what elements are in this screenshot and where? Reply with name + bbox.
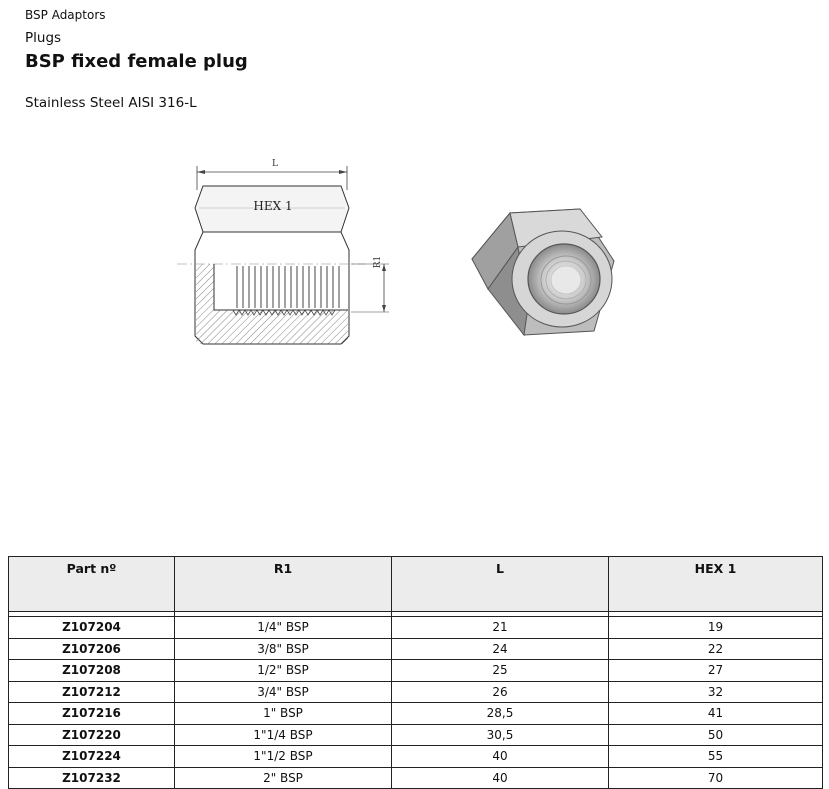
cell-part: Z107212	[9, 681, 175, 703]
cell-part: Z107224	[9, 746, 175, 768]
cell-part: Z107216	[9, 703, 175, 725]
cell-r1: 1" BSP	[175, 703, 392, 725]
table-row	[9, 767, 823, 789]
cell-r1: 3/8" BSP	[175, 638, 392, 660]
dim-thread-label: R1	[373, 255, 383, 269]
table-header-row	[9, 557, 823, 612]
table-row	[9, 703, 823, 725]
cell-l: 26	[392, 681, 609, 703]
cell-hex: 55	[609, 746, 823, 768]
cell-r1: 1/4" BSP	[175, 617, 392, 639]
cell-hex: 22	[609, 638, 823, 660]
dim-length-label: L	[272, 159, 278, 169]
table-row	[9, 617, 823, 639]
cell-l: 25	[392, 660, 609, 682]
cell-l: 40	[392, 746, 609, 768]
cell-part: Z107208	[9, 660, 175, 682]
cell-hex: 19	[609, 617, 823, 639]
cell-hex: 41	[609, 703, 823, 725]
product-3d-render	[462, 203, 622, 343]
cell-r1: 2" BSP	[175, 767, 392, 789]
cell-l: 21	[392, 617, 609, 639]
header-r1: R1	[175, 557, 392, 612]
cell-hex: 27	[609, 660, 823, 682]
specifications-table	[8, 556, 823, 789]
cell-part: Z107220	[9, 724, 175, 746]
cell-hex: 50	[609, 724, 823, 746]
cell-l: 40	[392, 767, 609, 789]
table-row	[9, 724, 823, 746]
cell-part: Z107232	[9, 767, 175, 789]
header-part-no: Part nº	[9, 557, 175, 612]
cell-r1: 1"1/2 BSP	[175, 746, 392, 768]
technical-drawing	[175, 150, 405, 355]
table-row	[9, 660, 823, 682]
cell-l: 28,5	[392, 703, 609, 725]
cell-r1: 1"1/4 BSP	[175, 724, 392, 746]
cell-r1: 3/4" BSP	[175, 681, 392, 703]
material-label: Stainless Steel AISI 316-L	[25, 95, 197, 111]
cell-l: 30,5	[392, 724, 609, 746]
table-row	[9, 638, 823, 660]
breadcrumb: BSP Adaptors	[25, 8, 106, 22]
category-label: Plugs	[25, 30, 62, 46]
page-title: BSP fixed female plug	[25, 51, 248, 72]
cell-part: Z107206	[9, 638, 175, 660]
table-row	[9, 681, 823, 703]
header-l: L	[392, 557, 609, 612]
hex-label: HEX 1	[253, 199, 293, 213]
cell-hex: 70	[609, 767, 823, 789]
header-hex1: HEX 1	[609, 557, 823, 612]
table-row	[9, 746, 823, 768]
cell-l: 24	[392, 638, 609, 660]
cell-hex: 32	[609, 681, 823, 703]
cell-r1: 1/2" BSP	[175, 660, 392, 682]
cell-part: Z107204	[9, 617, 175, 639]
